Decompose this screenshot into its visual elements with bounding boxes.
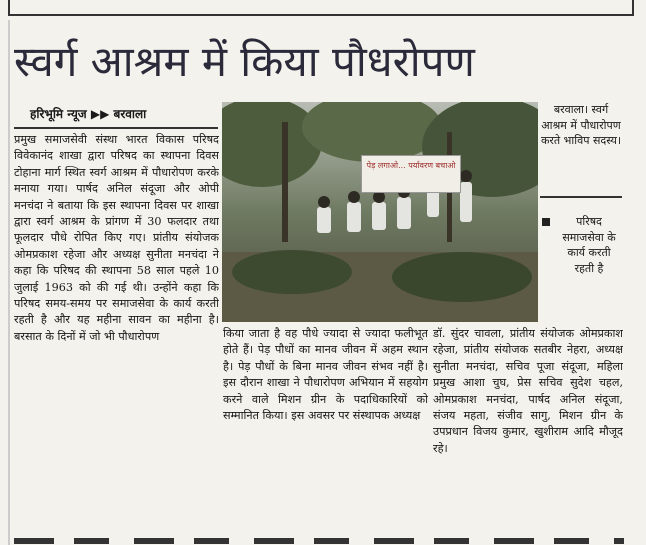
planting-photo-illustration <box>222 102 538 322</box>
adjacent-article-edge <box>630 100 646 540</box>
article-column-1: प्रमुख समाजसेवी संस्था भारत विकास परिषद विवेकानंद शाखा द्वारा परिषद का स्थापना दिवस टोहाना मार्ग स्थित स्वर्ग आश्रम में पौधारोपण करके मनाया गया। पार्षद अनिल संदूजा और ओपी मनचंदा ने बताया कि इस स्थापना दिवस पर शाखा द्वारा स्वर्ग आश्रम के प्रांगण में 30 फलदार तथा फूलदार पौधे रोपित किए गए। प्रांतीय संयोजक ओमप्रकाश रहेजा और अध्यक्ष सुनीता मनचंदा ने कहा कि परिषद की स्थापना 58 साल पहले 10 जुलाई 1963 को की गई थी। उन्होंने कहा कि परिषद समय-समय पर समाजसेवा के कार्य करती रहती है और यह महीना सावन का महीना है। बरसात के दिनों में जो भी पौधारोपण <box>14 133 219 343</box>
photo-caption: बरवाला। स्वर्ग आश्रम में पौधारोपण करते भाविप सदस्य। <box>540 103 622 147</box>
top-frame-border <box>8 0 634 16</box>
pullquote: परिषद समाजसेवा के कार्य करती रहती है <box>562 215 616 275</box>
byline: हरिभूमि न्यूज ▶▶ बरवाला <box>30 107 147 121</box>
byline-divider <box>14 127 218 129</box>
left-column-rule <box>8 20 10 545</box>
article-headline: स्वर्ग आश्रम में किया पौधरोपण <box>14 37 475 86</box>
article-column-2: किया जाता है वह पौधे ज्यादा से ज्यादा फलीभूत होते हैं। पेड़ पौधों का मानव जीवन में अहम स्थान है। पेड़ पौधों के बिना मानव जीवन संभव नहीं है। इस दौरान शाखा ने पौधारोपण अभियान में सहयोग करने वाले मिशन ग्रीन के पदाधिकारियों को सम्मानित किया। इस अवसर पर संस्थापक अध्यक्ष <box>223 327 428 423</box>
pullquote-bullet-icon <box>542 218 550 226</box>
caption-divider <box>540 196 622 198</box>
next-article-cut-off <box>14 532 624 545</box>
photo-banner: पेड़ लगाओ... पर्यावरण बचाओ <box>361 155 461 193</box>
article-column-3: डॉ. सुंदर चावला, प्रांतीय संयोजक ओमप्रकाश रहेजा, प्रांतीय संयोजक सतबीर नेहरा, अध्यक्ष सुनीता मनचंदा, सचिव पूजा संदूजा, महिला प्रमुख आशा चुघ, प्रेस सचिव सुदेश चहल, ओमप्रकाश मनचंदा, पार्षद अनिल संदूजा, संजय महता, संजीव सागु, मिशन ग्रीन के उपप्रधान विजय कुमार, खुशीराम आदि मौजूद रहे। <box>433 327 623 455</box>
article-photo <box>222 102 538 322</box>
